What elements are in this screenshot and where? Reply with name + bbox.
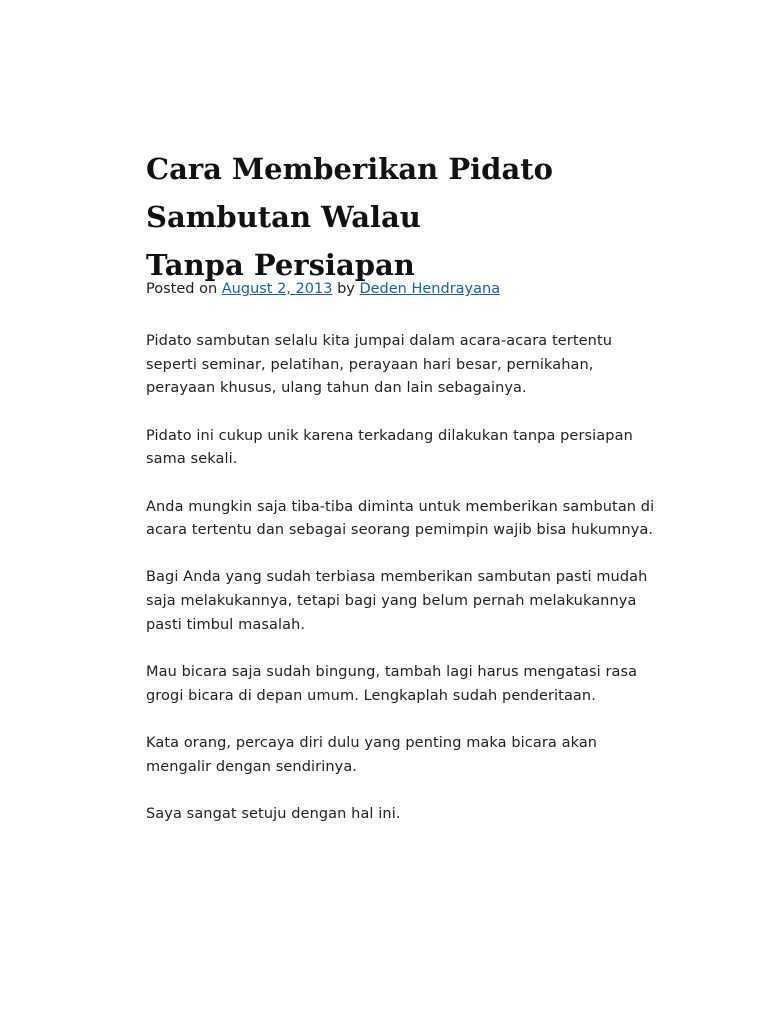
paragraph: Pidato sambutan selalu kita jumpai dalam acara-acara tertentu seperti seminar, pelatihan, perayaan hari besar, pernikahan, perayaan khusus, ulang tahun dan lain sebagainya. [146, 333, 613, 397]
paragraph: Pidato ini cukup unik karena terkadang dilakukan tanpa persiapan sama sekali. [146, 427, 633, 468]
article [146, 145, 666, 850]
paragraph: Kata orang, percaya diri dulu yang penting maka bicara akan mengalir dengan sendirinya. [146, 734, 598, 775]
author-link[interactable]: Deden Hendrayana [359, 281, 501, 297]
article-title [146, 145, 666, 289]
article-title-line: Tanpa Persiapan [146, 248, 415, 282]
paragraph: Mau bicara saja sudah bingung, tambah lagi harus mengatasi rasa grogi bicara di depan umum. Lengkaplah sudah penderitaan. [146, 664, 638, 704]
paragraph: Bagi Anda yang sudah terbiasa memberikan sambutan pasti mudah saja melakukannya, tetapi bagi yang belum pernah melakukannya pasti timbul masalah. [146, 569, 648, 633]
article-body [146, 330, 666, 827]
post-meta [146, 280, 666, 298]
paragraph: Anda mungkin saja tiba-tiba diminta untuk memberikan sambutan di acara tertentu dan sebagai seorang pemimpin wajib bisa hukumnya. [146, 498, 655, 539]
posted-on-label: Posted on [146, 281, 218, 297]
article-title-line: Cara Memberikan Pidato [146, 152, 553, 186]
post-date-link[interactable]: August 2, 2013 [221, 281, 333, 297]
article-title-line: Sambutan Walau [146, 200, 421, 234]
paragraph: Saya sangat setuju dengan hal ini. [146, 805, 401, 822]
by-label: by [337, 281, 355, 297]
